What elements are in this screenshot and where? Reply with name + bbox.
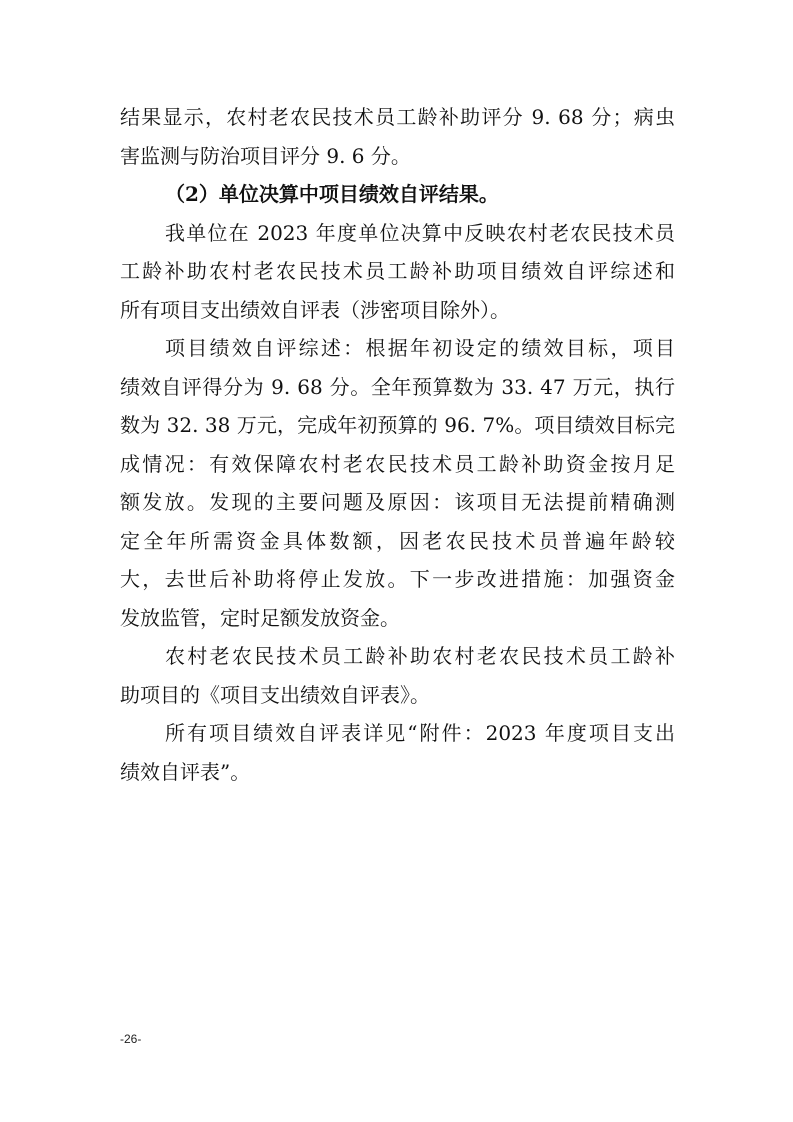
paragraph-line: 数为 32. 38 万元，完成年初预算的 96. 7%。项目绩效目标完 xyxy=(120,413,675,437)
paragraph-line: 大，去世后补助将停止发放。下一步改进措施：加强资金 xyxy=(120,567,675,591)
paragraph-line: 定全年所需资金具体数额，因老农民技术员普遍年龄较 xyxy=(120,529,675,553)
page-number: -26- xyxy=(120,1032,142,1046)
paragraph-line: 工龄补助农村老农民技术员工龄补助项目绩效自评综述和 xyxy=(120,259,675,283)
paragraph-line: 我单位在 2023 年度单位决算中反映农村老农民技术员 xyxy=(165,221,675,245)
paragraph-line: 成情况：有效保障农村老农民技术员工龄补助资金按月足 xyxy=(120,452,675,476)
paragraph-line: 害监测与防治项目评分 9. 6 分。 xyxy=(120,144,411,168)
paragraph-line: 发放监管，定时足额发放资金。 xyxy=(120,606,400,630)
paragraph-line: 所有项目绩效自评表详见“附件：2023 年度项目支出 xyxy=(165,721,675,745)
paragraph-line: 所有项目支出绩效自评表（涉密项目除外）。 xyxy=(120,298,510,322)
section-heading: （2）单位决算中项目绩效自评结果。 xyxy=(165,182,499,206)
paragraph-line: 额发放。发现的主要问题及原因：该项目无法提前精确测 xyxy=(120,490,675,514)
paragraph-line: 结果显示，农村老农民技术员工龄补助评分 9. 68 分；病虫 xyxy=(120,105,675,129)
paragraph-line: 农村老农民技术员工龄补助农村老农民技术员工龄补 xyxy=(165,644,675,668)
paragraph-line: 项目绩效自评综述：根据年初设定的绩效目标，项目 xyxy=(165,336,675,360)
paragraph-line: 绩效自评表”。 xyxy=(120,760,251,784)
paragraph-line: 助项目的《项目支出绩效自评表》。 xyxy=(120,683,430,707)
paragraph-line: 绩效自评得分为 9. 68 分。全年预算数为 33. 47 万元，执行 xyxy=(120,375,675,399)
